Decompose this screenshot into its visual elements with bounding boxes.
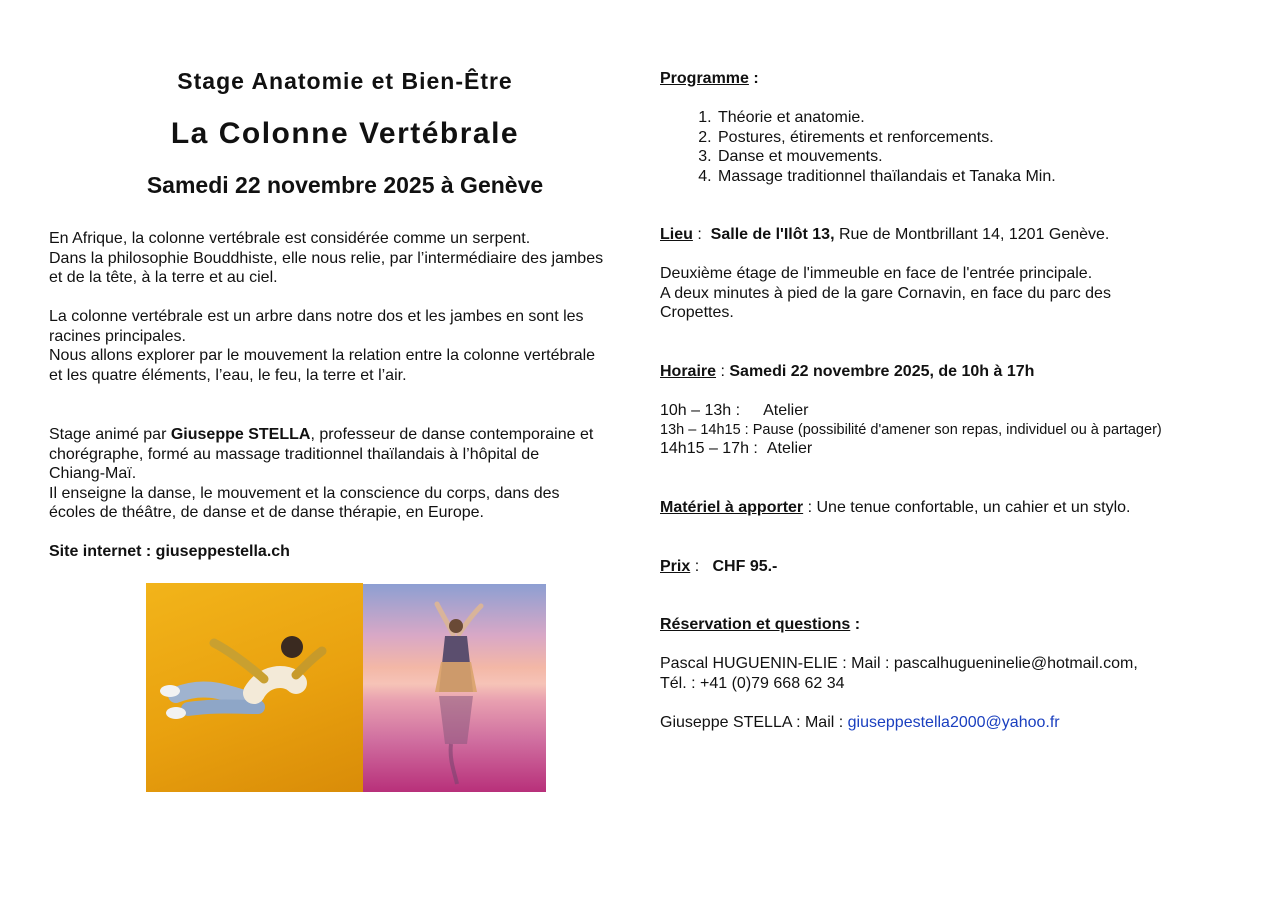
contact-phone: Tél. : +41 (0)79 668 62 34 [660,674,845,692]
programme-colon: : [748,70,759,87]
text-line: Dans la philosophie Bouddhiste, elle nous relie, par l’intermédiaire des jambes [49,249,604,267]
title-stage: Stage Anatomie et Bien-Être [177,68,513,94]
reservation-label: Réservation et questions [660,616,851,633]
contact-giuseppe [660,713,1060,733]
photo-dancer-floating [146,583,363,792]
text-line [49,425,593,445]
text-line: Chiang-Maï. [49,465,137,482]
text-line: et de la tête, à la terre et au ciel. [49,269,278,286]
programme-label: Programme [660,70,749,87]
text-line: chorégraphe, formé au massage traditionnel thaïlandais à l’hôpital de [49,445,540,463]
schedule-activity: Atelier [766,439,813,457]
photo-strip [146,583,546,793]
schedule [660,401,1162,458]
schedule-row: 13h – 14h15 : Pause (possibilité d'amener son repas, individuel ou à partager) [660,421,1162,438]
lieu-name: Salle de l'Ilôt 13, [710,226,835,243]
prix-label: Prix [660,558,691,575]
text-suffix: , professeur de danse contemporaine et [310,426,594,443]
contact-prefix: Giuseppe STELLA : Mail : [660,714,848,731]
programme-list-wrap [660,108,1056,186]
reservation-heading [660,615,860,635]
text-line: et les quatre éléments, l’eau, le feu, la terre et l’air. [49,366,407,384]
horaire-value: Samedi 22 novembre 2025, de 10h à 17h [729,363,1035,380]
title-date: Samedi 22 novembre 2025 à Genève [146,172,544,198]
giuseppe-email-link[interactable]: giuseppestella2000@yahoo.fr [847,714,1060,731]
materiel-line [660,498,1130,518]
schedule-time: 14h15 – 17h : [660,439,758,457]
schedule-time: 10h – 13h : [660,402,741,419]
programme-list [660,108,1056,186]
teacher-paragraph [49,425,593,523]
materiel-label: Matériel à apporter [660,499,804,516]
photo-dancer-arms-raised [363,584,546,792]
lieu-label: Lieu [660,226,693,243]
intro-paragraph-2 [49,307,595,385]
horaire-label: Horaire [660,363,717,380]
contact-line: Pascal HUGUENIN-ELIE : Mail : pascalhugueninelie@hotmail.com, [660,655,1138,672]
prix-line [660,557,777,577]
reservation-colon: : [850,616,861,633]
programme-item: 1. Théorie et anatomie. [716,108,1056,128]
text-line: En Afrique, la colonne vertébrale est considérée comme un serpent. [49,230,531,247]
lieu-separator: : [692,226,711,243]
text-line: Cropettes. [660,304,734,321]
text-line: racines principales. [49,327,186,345]
text-line: La colonne vertébrale est un arbre dans notre dos et les jambes en sont les [49,308,584,325]
title-main: La Colonne Vertébrale [170,117,520,150]
materiel-value: : Une tenue confortable, un cahier et un stylo. [803,499,1131,516]
lieu-line [660,225,1109,245]
lieu-address: Rue de Montbrillant 14, 1201 Genève. [834,226,1110,243]
text-prefix: Stage animé par [49,426,171,443]
schedule-activity: Atelier [763,402,809,419]
programme-item: 3. Danse et mouvements. [716,147,1056,167]
lieu-details [660,264,1111,323]
website-line: Site internet : giuseppestella.ch [49,543,290,560]
text-line: Il enseigne la danse, le mouvement et la conscience du corps, dans des [49,484,560,502]
text-line: A deux minutes à pied de la gare Cornavin, en face du parc des [660,284,1111,302]
schedule-row [660,401,1162,421]
programme-heading [660,69,759,89]
teacher-name: Giuseppe STELLA [170,426,311,443]
programme-item: 2. Postures, étirements et renforcements. [716,128,1056,148]
horaire-line [660,362,1034,382]
programme-item: 4. Massage traditionnel thaïlandais et Tanaka Min. [716,167,1056,187]
text-line: Deuxième étage de l'immeuble en face de l'entrée principale. [660,265,1093,282]
schedule-row [660,439,1162,459]
intro-paragraph-1 [49,229,603,288]
horaire-separator: : [716,363,730,380]
prix-separator: : [690,558,713,575]
text-line: écoles de théâtre, de danse et de danse thérapie, en Europe. [49,504,484,521]
text-line: Nous allons explorer par le mouvement la relation entre la colonne vertébrale [49,347,596,364]
prix-value: CHF 95.- [712,558,778,575]
contact-pascal [660,654,1138,693]
